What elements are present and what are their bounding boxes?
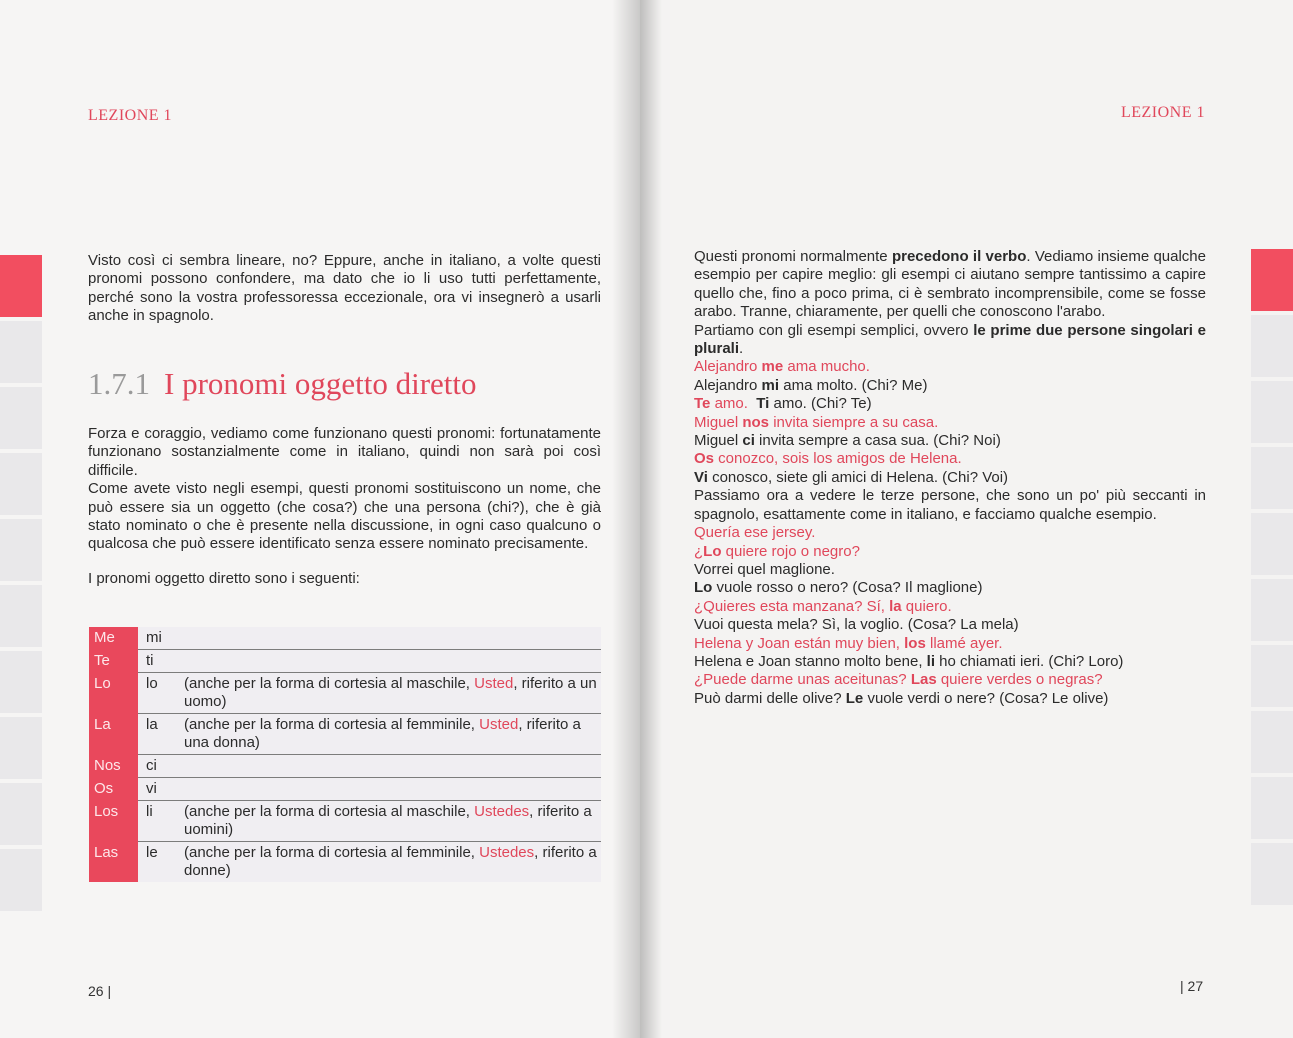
- example-italian: Alejandro mi ama molto. (Chi? Me): [694, 376, 928, 394]
- thumb-tab: [0, 651, 42, 713]
- right-page: [640, 0, 1293, 1038]
- pronoun-note: [180, 627, 601, 650]
- example-spanish: Miguel nos invita siempre a su casa.: [694, 413, 939, 431]
- body-text: [694, 248, 1206, 708]
- example-spanish: Helena y Joan están muy bien, los llamé ayer.: [694, 634, 1003, 652]
- paragraph: I pronomi oggetto diretto sono i seguenti:: [88, 569, 360, 587]
- thumb-tab: [1251, 513, 1293, 575]
- spanish-pronoun: Los: [89, 801, 138, 842]
- italian-pronoun: ci: [138, 755, 180, 778]
- thumb-tab: [1251, 381, 1293, 443]
- thumb-tab: [0, 783, 42, 845]
- pronoun-note: (anche per la forma di cortesia al femminile, Ustedes, riferito a donne): [184, 844, 597, 879]
- thumb-tab: [1251, 447, 1293, 509]
- pronoun-table: [89, 627, 601, 882]
- pronoun-note: [180, 650, 601, 673]
- running-head: LEZIONE 1: [1120, 104, 1205, 121]
- intro-paragraph: Visto così ci sembra lineare, no? Eppure, anche in italiano, a volte questi pronomi possono confondere, ma dato che io li uso tutti perfettamente, perché sono la vostra professoressa eccezionale, ora vi insegnerò a usarli anche in spagnolo.: [88, 252, 601, 325]
- thumb-index-tabs: [0, 255, 42, 915]
- gutter-shadow: [612, 0, 640, 1038]
- paragraph: Partiamo con gli esempi semplici, ovvero le prime due persone singolari e plurali.: [694, 321, 1206, 358]
- spanish-pronoun: La: [89, 714, 138, 755]
- spanish-pronoun: Os: [89, 778, 138, 801]
- italian-pronoun: lo: [138, 673, 180, 714]
- example-spanish: Alejandro me ama mucho.: [694, 358, 870, 376]
- example-spanish: ¿Lo quiere rojo o negro?: [694, 542, 860, 560]
- thumb-tab: [0, 321, 42, 383]
- example-spanish: ¿Puede darme unas aceitunas? Las quiere verdes o negras?: [694, 671, 1103, 689]
- left-page: [0, 0, 640, 1038]
- thumb-tab: [0, 717, 42, 779]
- pronoun-note: [180, 778, 601, 801]
- spanish-pronoun: Nos: [89, 755, 138, 778]
- pronoun-row: [89, 842, 601, 883]
- body-text: [88, 425, 601, 588]
- example-spanish: Quería ese jersey.: [694, 524, 816, 542]
- page-number: | 27: [1180, 978, 1204, 994]
- thumb-tab: [0, 585, 42, 647]
- spanish-pronoun: Las: [89, 842, 138, 883]
- spanish-pronoun: Me: [89, 627, 138, 650]
- spanish-pronoun: Te: [89, 650, 138, 673]
- pronoun-row: [89, 673, 601, 714]
- thumb-tab: [0, 519, 42, 581]
- italian-pronoun: li: [138, 801, 180, 842]
- italian-pronoun: ti: [138, 650, 180, 673]
- thumb-tab: [1251, 315, 1293, 377]
- paragraph: Passiamo ora a vedere le terze persone, che sono un po' più seccanti in spagnolo, esattamente come in italiano, e facciamo qualche esempio.: [694, 487, 1206, 523]
- italian-pronoun: le: [146, 844, 158, 861]
- italian-pronoun: la: [138, 714, 180, 755]
- paragraph: Questi pronomi normalmente precedono il verbo. Vediamo insieme qualche esempio per capire meglio: gli esempi ci aiutano sempre tantissimo a capire quello che, fino a poco prima, ci è sembrato incomprensibile, come se fosse arabo. Tranne, chiaramente, per quelli che conoscono l'arabo.: [694, 248, 1206, 321]
- example-italian: Miguel ci invita sempre a casa sua. (Chi? Noi): [694, 432, 1001, 450]
- italian-pronoun: mi: [138, 627, 180, 650]
- thumb-tab: [1251, 711, 1293, 773]
- pronoun-note: (anche per la forma di cortesia al maschile, Ustedes, riferito a uomini): [180, 801, 601, 842]
- example-spanish: Os conozco, sois los amigos de Helena.: [694, 450, 962, 468]
- thumb-tab: [1251, 645, 1293, 707]
- pronoun-note: (anche per la forma di cortesia al femminile, Usted, riferito a una donna): [180, 714, 601, 755]
- pronoun-row: [89, 627, 601, 650]
- pronoun-row: [89, 755, 601, 778]
- thumb-index-tabs: [1251, 249, 1293, 909]
- page-number: 26 |: [88, 983, 112, 999]
- pronoun-row: [89, 714, 601, 755]
- section-number: 1.7.1: [88, 366, 150, 401]
- paragraph: Come avete visto negli esempi, questi pronomi sostituiscono un nome, che può essere sia un oggetto (che cosa?) che una persona (chi?), che è già stato nominato o che è presente nella discussione, in ogni caso qualcuno o qualcosa che può essere identificato senza essere nominato precisamente.: [88, 480, 601, 553]
- example-italian: Lo vuole rosso o nero? (Cosa? Il maglione): [694, 579, 983, 597]
- section-heading: [88, 366, 477, 402]
- pronoun-row: [89, 778, 601, 801]
- thumb-tab-active: [1251, 249, 1293, 311]
- thumb-tab: [1251, 579, 1293, 641]
- pronoun-note: (anche per la forma di cortesia al maschile, Usted, riferito a un uomo): [180, 673, 601, 714]
- spanish-pronoun: Lo: [89, 673, 138, 714]
- example-spanish: ¿Quieres esta manzana? Sí, la quiero.: [694, 597, 952, 615]
- example-italian: Vorrei quel maglione.: [694, 560, 835, 578]
- running-head: LEZIONE 1: [88, 107, 173, 124]
- pronoun-row: [89, 801, 601, 842]
- example-italian: Può darmi delle olive? Le vuole verdi o nere? (Cosa? Le olive): [694, 689, 1109, 707]
- pronoun-note: [180, 755, 601, 778]
- pronoun-row: [89, 650, 601, 673]
- thumb-tab-active: [0, 255, 42, 317]
- thumb-tab: [0, 453, 42, 515]
- example-pair: Te amo. Ti amo. (Chi? Te): [694, 395, 872, 413]
- example-italian: Vi conosco, siete gli amici di Helena. (Chi? Voi): [694, 468, 1009, 486]
- italian-pronoun: vi: [138, 778, 180, 801]
- example-italian: Vuoi questa mela? Sì, la voglio. (Cosa? La mela): [694, 616, 1019, 634]
- thumb-tab: [1251, 843, 1293, 905]
- thumb-tab: [1251, 777, 1293, 839]
- paragraph: Forza e coraggio, vediamo come funzionano questi pronomi: fortunatamente funzionano sostanzialmente come in italiano, quindi non sarà poi così difficile.: [88, 425, 601, 479]
- thumb-tab: [0, 849, 42, 911]
- example-italian: Helena e Joan stanno molto bene, li ho chiamati ieri. (Chi? Loro): [694, 652, 1124, 670]
- thumb-tab: [0, 387, 42, 449]
- gutter-shadow: [640, 0, 662, 1038]
- section-title: I pronomi oggetto diretto: [164, 366, 477, 401]
